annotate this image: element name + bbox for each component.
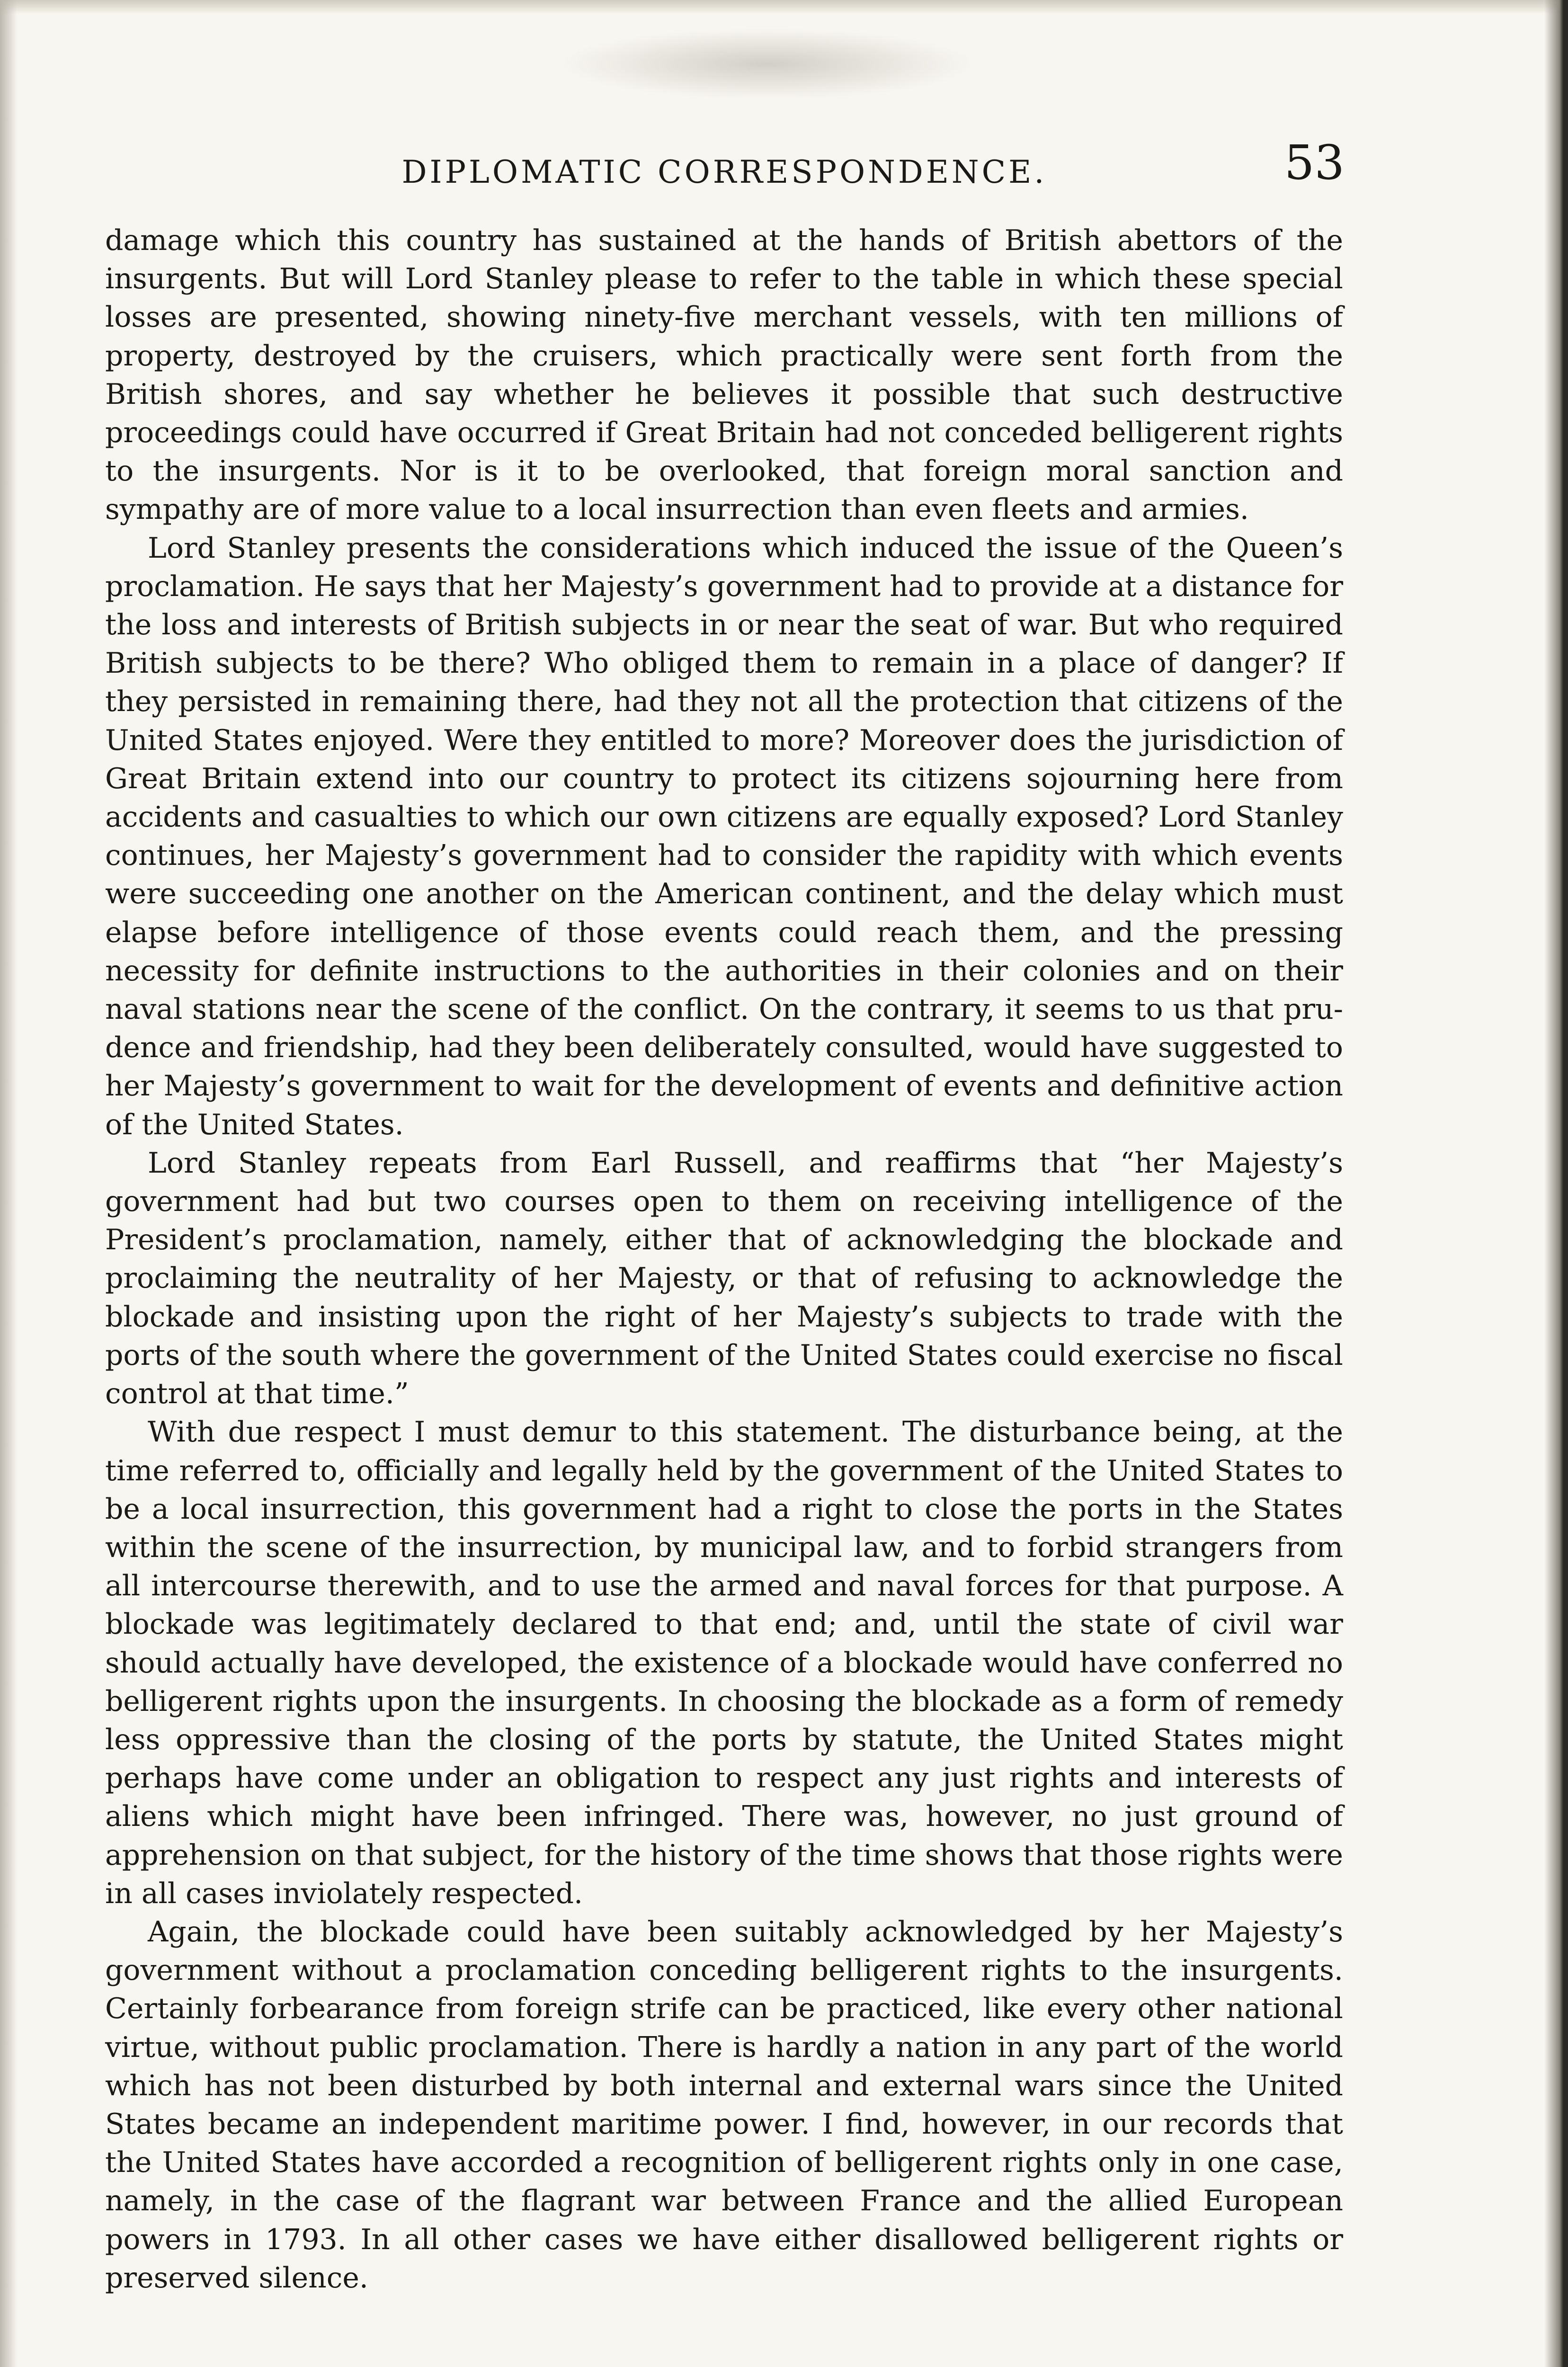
paragraph-continued: damage which this country has sustained at the hands of British abettors of the insurgents. But will Lord Stanley please to refer to the table in which these special losses are presented, showing ninety-five merchant vessels, with ten millions of property, destroyed by the cruisers, which practically were sent forth from the British shores, and say whether he believes it possible that such destructive proceedings could have occurred if Great Britain had not conceded belligerent rights to the insurgents. Nor is it to be overlooked, that foreign moral sanction and sympathy are of more value to a local insurrection than even fleets and armies.	[105, 224, 1343, 526]
body-text	[105, 222, 1343, 2297]
paragraph: Lord Stanley presents the considerations which induced the issue of the Queen’s proclamation. He says that her Majesty’s government had to provide at a distance for the loss and interests of British subjects in or near the seat of war. But who required British subjects to be there? Who obliged them to remain in a place of danger? If they persisted in remaining there, had they not all the protection that citizens of the United States enjoyed. Were they entitled to more? Moreover does the jurisdiction of Great Britain extend into our country to protect its citizens sojourning here from accidents and casualties to which our own citizens are equally exposed? Lord Stanley continues, her Majesty’s government had to consider the rapidity with which events were succeeding one another on the American continent, and the delay which must elapse before intelligence of those events could reach them, and the pressing necessity for definite instructions to the authorities in their colonies and on their naval stations near the scene of the conflict. On the contrary, it seems to us that prudence and friendship, had they been deliberately consulted, would have suggested to her Majesty’s government to wait for the development of events and definitive action of the United States.	[105, 531, 1343, 1141]
ink-bleed-smudge	[559, 28, 975, 99]
page-number: 53	[1284, 135, 1345, 190]
scan-edge-right	[1544, 0, 1568, 2367]
paragraph: Lord Stanley repeats from Earl Russell, and reaffirms that “her Majesty’s government had but two courses open to them on receiving intelligence of the President’s proclamation, namely, either that of acknowledging the blockade and proclaiming the neutrality of her Majesty, or that of refusing to acknowledge the blockade and insisting upon the right of her Majesty’s subjects to trade with the ports of the south where the government of the United States could exercise no fiscal control at that time.”	[105, 1146, 1343, 1411]
paragraph: With due respect I must demur to this statement. The disturbance being, at the time referred to, officially and legally held by the government of the United States to be a local insurrection, this government had a right to close the ports in the States within the scene of the insurrection, by municipal law, and to forbid strangers from all intercourse therewith, and to use the armed and naval forces for that purpose. A blockade was legitimately declared to that end; and, until the state of civil war should actually have developed, the existence of a blockade would have conferred no belligerent rights upon the insurgents. In choosing the blockade as a form of remedy less oppressive than the closing of the ports by statute, the United States might perhaps have come under an obligation to respect any just rights and interests of aliens which might have been infringed. There was, however, no just ground of apprehension on that subject, for the history of the time shows that those rights were in all cases inviolately respected.	[105, 1415, 1343, 1910]
scan-edge-top	[0, 0, 1568, 14]
page-header	[104, 135, 1345, 201]
scan-edge-left	[0, 0, 17, 2367]
running-title: DIPLOMATIC CORRESPONDENCE.	[401, 154, 1047, 190]
paragraph: Again, the blockade could have been suitably acknowledged by her Majesty’s government without a proclamation conceding belligerent rights to the insurgents. Certainly forbearance from foreign strife can be practiced, like every other national virtue, without public proclamation. There is hardly a nation in any part of the world which has not been disturbed by both internal and external wars since the United States became an independent maritime power. I find, however, in our records that the United States have accorded a recognition of belligerent rights only in one case, namely, in the case of the flagrant war between France and the allied European powers in 1793. In all other cases we have either disallowed belligerent rights or preserved silence.	[105, 1915, 1343, 2295]
